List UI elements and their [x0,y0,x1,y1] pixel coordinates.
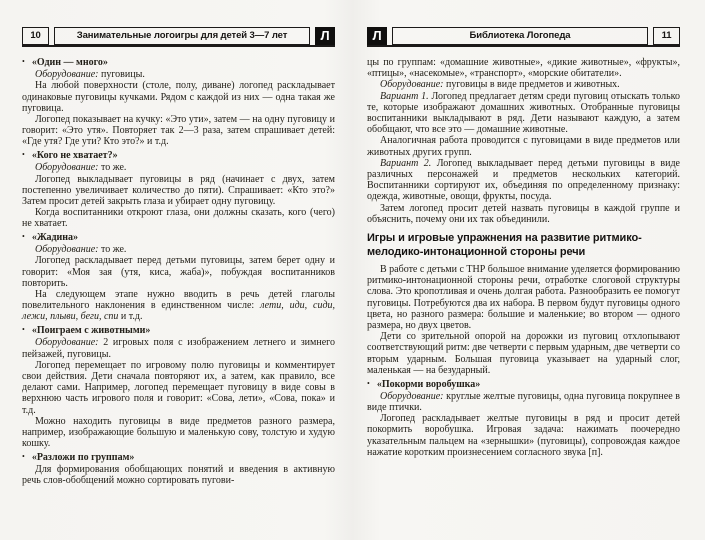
text-run: 2 игровых поля с изображением летнего и зимнего пейзажей, пуговицы. [22,337,335,360]
page-body-left [22,57,335,487]
italic-run: лети, иди, сиди, лежи, плыви, беги, спи [22,300,336,323]
text-run: Логопед раскладывает перед детьми пуговицы, затем берет одну и говорит: «Моя зая (утя, киса, жаба)», побуждая воспитанников повторить. [22,255,335,289]
text-run: На любой поверхности (столе, полу, диване) логопед раскладывает одинаковые пуговицы кучками. Рядом с каждой из них — одна такая же пуговица. [22,80,335,114]
section-heading: Игры и игровые упражнения на развитие ритмико-мелодико-интонационной стороны речи [367,232,642,258]
page-header-left [22,27,335,45]
publisher-logo-icon: Л [315,27,335,45]
text-run: Логопед выкладывает пуговицы в ряд (начинает с двух, затем постепенно увеличивает количество до пяти). Спрашивает: «Кто это?» Затем просит детей закрыть глаза и убирает одну пуговицу. [22,173,335,207]
bullet-icon: • [367,378,370,388]
game-title [22,57,335,68]
text-run: Логопед показывает на кучку: «Это ути», затем — на одну пуговицу и говорит: «Это утя». Повторяет так 2—3 раза, затем спрашивает детей: «Где утя? Где ути? Кто это?» и т.д. [22,114,335,148]
text-run: Можно находить пуговицы в виде предметов разного размера, например, изображающие большую и маленькую сову, толстую и худую кошку. [22,415,335,450]
paragraph [22,207,335,229]
text-run: то же. [98,162,127,174]
paragraph [367,413,680,458]
game-title-text: «Разложи по группам» [31,451,135,463]
text-run: цы по группам: «домашние животные», «дикие животные», «фрукты», «птицы», «насекомые», «транспорт», «морские обитатели». [367,57,680,80]
paragraph [367,203,680,225]
paragraph [22,114,335,148]
italic-run: Оборудование: [35,337,99,349]
running-title-right: Библиотека Логопеда [392,27,648,45]
game-title [22,232,335,243]
game-title-text: «Поиграем с животными» [31,325,151,337]
page-body-right [367,57,680,458]
game-title [22,452,335,463]
paragraph [22,162,335,173]
page-number-right: 11 [653,27,680,45]
paragraph [22,360,335,416]
paragraph [367,57,680,79]
bullet-icon: • [22,57,25,66]
text-run: Логопед выкладывает перед детьми пуговицы в виде различных персонажей и предметов нескольких категорий. Воспитанники сортируют их, объединяя по определенному признаку: одежда, животные, овощи, фрукты, посуда. [367,157,680,203]
game-title-text: «Один — много» [31,57,108,68]
game-title-text: «Кого не хватает?» [31,150,118,162]
paragraph [367,158,680,203]
italic-run: Оборудование: [35,69,99,81]
text-run: пуговицы в виде предметов и животных. [443,79,620,91]
paragraph [22,174,335,208]
bullet-icon: • [22,232,25,242]
text-run: и т.д. [118,311,143,323]
paragraph [367,135,680,157]
game-title [367,379,680,390]
paragraph [22,337,335,359]
text-run: Логопед предлагает детям среди пуговиц отыскать только те, которые изображают домашних животных. Отобранные пуговицы воспитанники выкладывают в ряд. Дети называют каждую, а затем обобщают, что все это — домашние животные. [367,90,680,136]
game-title [22,150,335,161]
text-run: Логопед раскладывает желтые пуговицы в ряд и просит детей покормить воробушка. Игровая задача: нажимать поочередно указательным пальцем на «зернышки» (пуговицы), сопровождая каждое нажатие коротким произнесением согласного звука [п]. [367,413,680,458]
publisher-logo-icon: Л [367,27,387,45]
game-title [22,325,335,336]
paragraph [22,255,335,289]
italic-run: Вариант 2. [380,157,432,169]
bullet-icon: • [22,150,25,160]
paragraph [22,80,335,114]
paragraph [22,244,335,255]
italic-run: Оборудование: [35,244,99,256]
paragraph [367,331,680,376]
italic-run: Вариант 1. [380,90,429,102]
paragraph [367,79,680,90]
paragraph [22,464,335,486]
text-run: круглые желтые пуговицы, одна пуговица покрупнее в виде птички. [367,390,680,413]
paragraph [22,289,335,323]
italic-run: Оборудование: [380,390,444,402]
text-run: Когда воспитанники откроют глаза, они должны сказать, кого (чего) не хватает. [22,207,335,230]
paragraph [367,391,680,413]
bullet-icon: • [22,325,25,335]
text-run: Для формирования обобщающих понятий и введения в активную речь слов-обобщений можно сортировать пугови- [22,464,335,487]
paragraph [22,69,335,80]
text-run: Аналогичная работа проводится с пуговицами в виде предметов или животных других групп. [367,135,680,158]
text-run: Логопед перемещает по игровому полю пуговицы и комментирует свои действия. Дети сначала повторяют их, а затем, как правило, все делают сами. Например, логопед перемещает пуговицу в виде совы в верхнюю часть игрового поля и говорит: «Сова, лети», «Сова, пока» и т.д. [22,359,335,416]
text-run: В работе с детьми с ТНР большое внимание уделяется формированию ритмико-интонационной стороны речи, отработке слоговой структуры слова. Это кропотливая и очень долгая работа. Разнообразить ее помогут пуговицы. Потребуются два их набора. В первом будут пуговицы одного цвета, но разного размера: большие и маленькие; во втором — одного размера, но двух цветов. [367,264,680,332]
text-run: На следующем этапе нужно вводить в речь детей глаголы повелительного наклонения в единственном числе: [22,289,335,312]
text-run: Дети со зрительной опорой на дорожки из пуговиц отхлопывают соответствующий ритм: две четверти с первым ударным, две четверти со вторым ударным. Большая пуговица указывает на ударный слог, маленькая — на безударный. [367,331,680,376]
page-header-right [367,27,680,45]
page-left [22,27,335,540]
game-title-text: «Жадина» [31,232,79,244]
italic-run: Оборудование: [35,162,99,174]
text-run: Затем логопед просит детей назвать пуговицы в каждой группе и объяснить, почему они их так объединили. [367,202,680,225]
paragraph [367,264,680,331]
game-title-text: «Покорми воробушка» [376,378,481,390]
paragraph [22,416,335,450]
bullet-icon: • [22,451,25,461]
text-run: пуговицы. [98,69,145,81]
running-title-left: Занимательные логоигры для детей 3—7 лет [54,27,310,45]
italic-run: Оборудование: [380,79,444,91]
text-run: то же. [98,244,127,256]
paragraph [367,91,680,136]
page-number-left: 10 [22,27,49,45]
page-right [367,27,680,540]
